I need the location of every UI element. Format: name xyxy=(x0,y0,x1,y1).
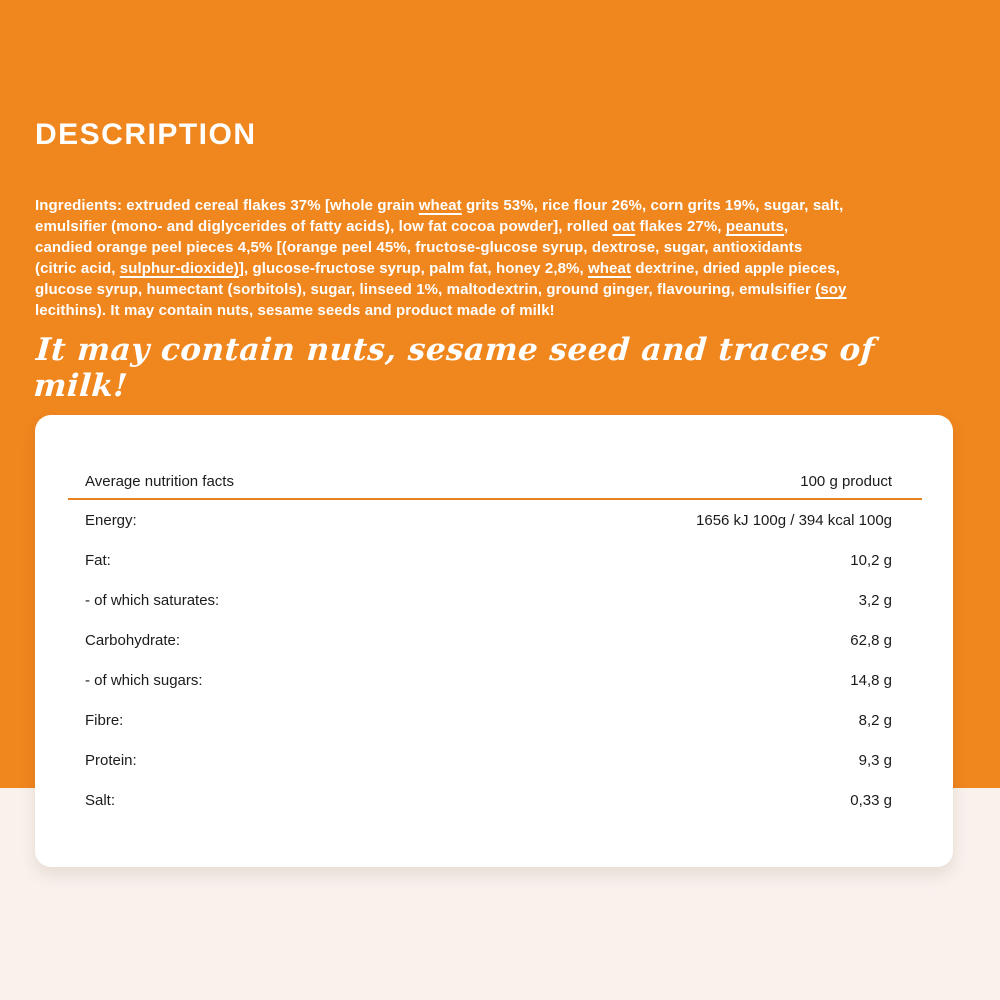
allergen-term: wheat xyxy=(588,260,632,277)
nutrition-row xyxy=(35,740,953,780)
ingredients-text: (citric acid, xyxy=(35,260,120,277)
ingredients-text: dextrine, dried apple pieces, xyxy=(631,260,840,277)
ingredients-text: , xyxy=(784,218,789,235)
nutrition-row-label: Salt: xyxy=(85,791,116,809)
allergen-term: wheat xyxy=(418,197,462,214)
nutrition-row xyxy=(35,780,953,820)
ingredients-text: Ingredients: extruded cereal flakes 37% [whole grain xyxy=(35,197,419,214)
nutrition-header-label: Average nutrition facts xyxy=(85,472,234,490)
ingredients-text: grits 53%, rice flour 26%, corn grits 19%, sugar, salt, xyxy=(461,197,844,214)
allergen-term: sulphur-dioxide) xyxy=(119,260,239,277)
nutrition-row xyxy=(35,540,953,580)
nutrition-row-label: Energy: xyxy=(85,511,137,529)
ingredients-text: flakes 27%, xyxy=(635,218,726,235)
nutrition-row-value: 8,2 g xyxy=(858,711,892,729)
allergen-term: peanuts xyxy=(725,218,785,235)
allergen-term: oat xyxy=(612,218,636,235)
nutrition-row xyxy=(35,620,953,660)
nutrition-table xyxy=(35,415,953,820)
nutrition-facts-card xyxy=(35,415,953,867)
nutrition-row-value: 3,2 g xyxy=(858,591,892,609)
ingredients-text: ], glucose-fructose syrup, palm fat, honey 2,8%, xyxy=(238,260,589,277)
nutrition-row xyxy=(35,500,953,540)
nutrition-row-label: Protein: xyxy=(85,751,137,769)
nutrition-row-label: Carbohydrate: xyxy=(85,631,181,649)
allergen-term: (soy xyxy=(815,281,847,298)
ingredients-paragraph xyxy=(35,195,960,321)
nutrition-row-label: Fat: xyxy=(85,551,111,569)
nutrition-row xyxy=(35,660,953,700)
nutrition-row xyxy=(35,700,953,740)
nutrition-row-value: 10,2 g xyxy=(850,551,892,569)
nutrition-row-label: Fibre: xyxy=(85,711,124,729)
nutrition-row-value: 62,8 g xyxy=(850,631,892,649)
nutrition-row-value: 14,8 g xyxy=(850,671,892,689)
nutrition-row-value: 9,3 g xyxy=(858,751,892,769)
ingredients-text: glucose syrup, humectant (sorbitols), sugar, linseed 1%, maltodextrin, ground ginger, flavouring, emulsifier xyxy=(35,281,816,298)
nutrition-row xyxy=(35,580,953,620)
nutrition-row-value: 0,33 g xyxy=(850,791,892,809)
allergen-handwritten-note: It may contain nuts, sesame seed and traces of milk! xyxy=(32,332,876,404)
ingredients-text: lecithins). It may contain nuts, sesame seeds and product made of milk! xyxy=(35,302,555,319)
ingredients-text: candied orange peel pieces 4,5% [(orange peel 45%, fructose-glucose syrup, dextrose, sugar, antioxidants xyxy=(35,239,803,256)
ingredients-text: emulsifier (mono- and diglycerides of fatty acids), low fat cocoa powder], rolled xyxy=(35,218,613,235)
nutrition-row-label: - of which sugars: xyxy=(85,671,203,689)
nutrition-rows xyxy=(35,500,953,820)
nutrition-row-label: - of which saturates: xyxy=(85,591,220,609)
nutrition-header-value: 100 g product xyxy=(800,472,892,490)
nutrition-table-header xyxy=(35,467,953,495)
description-heading: DESCRIPTION xyxy=(35,118,257,151)
nutrition-row-value: 1656 kJ 100g / 394 kcal 100g xyxy=(696,511,892,529)
